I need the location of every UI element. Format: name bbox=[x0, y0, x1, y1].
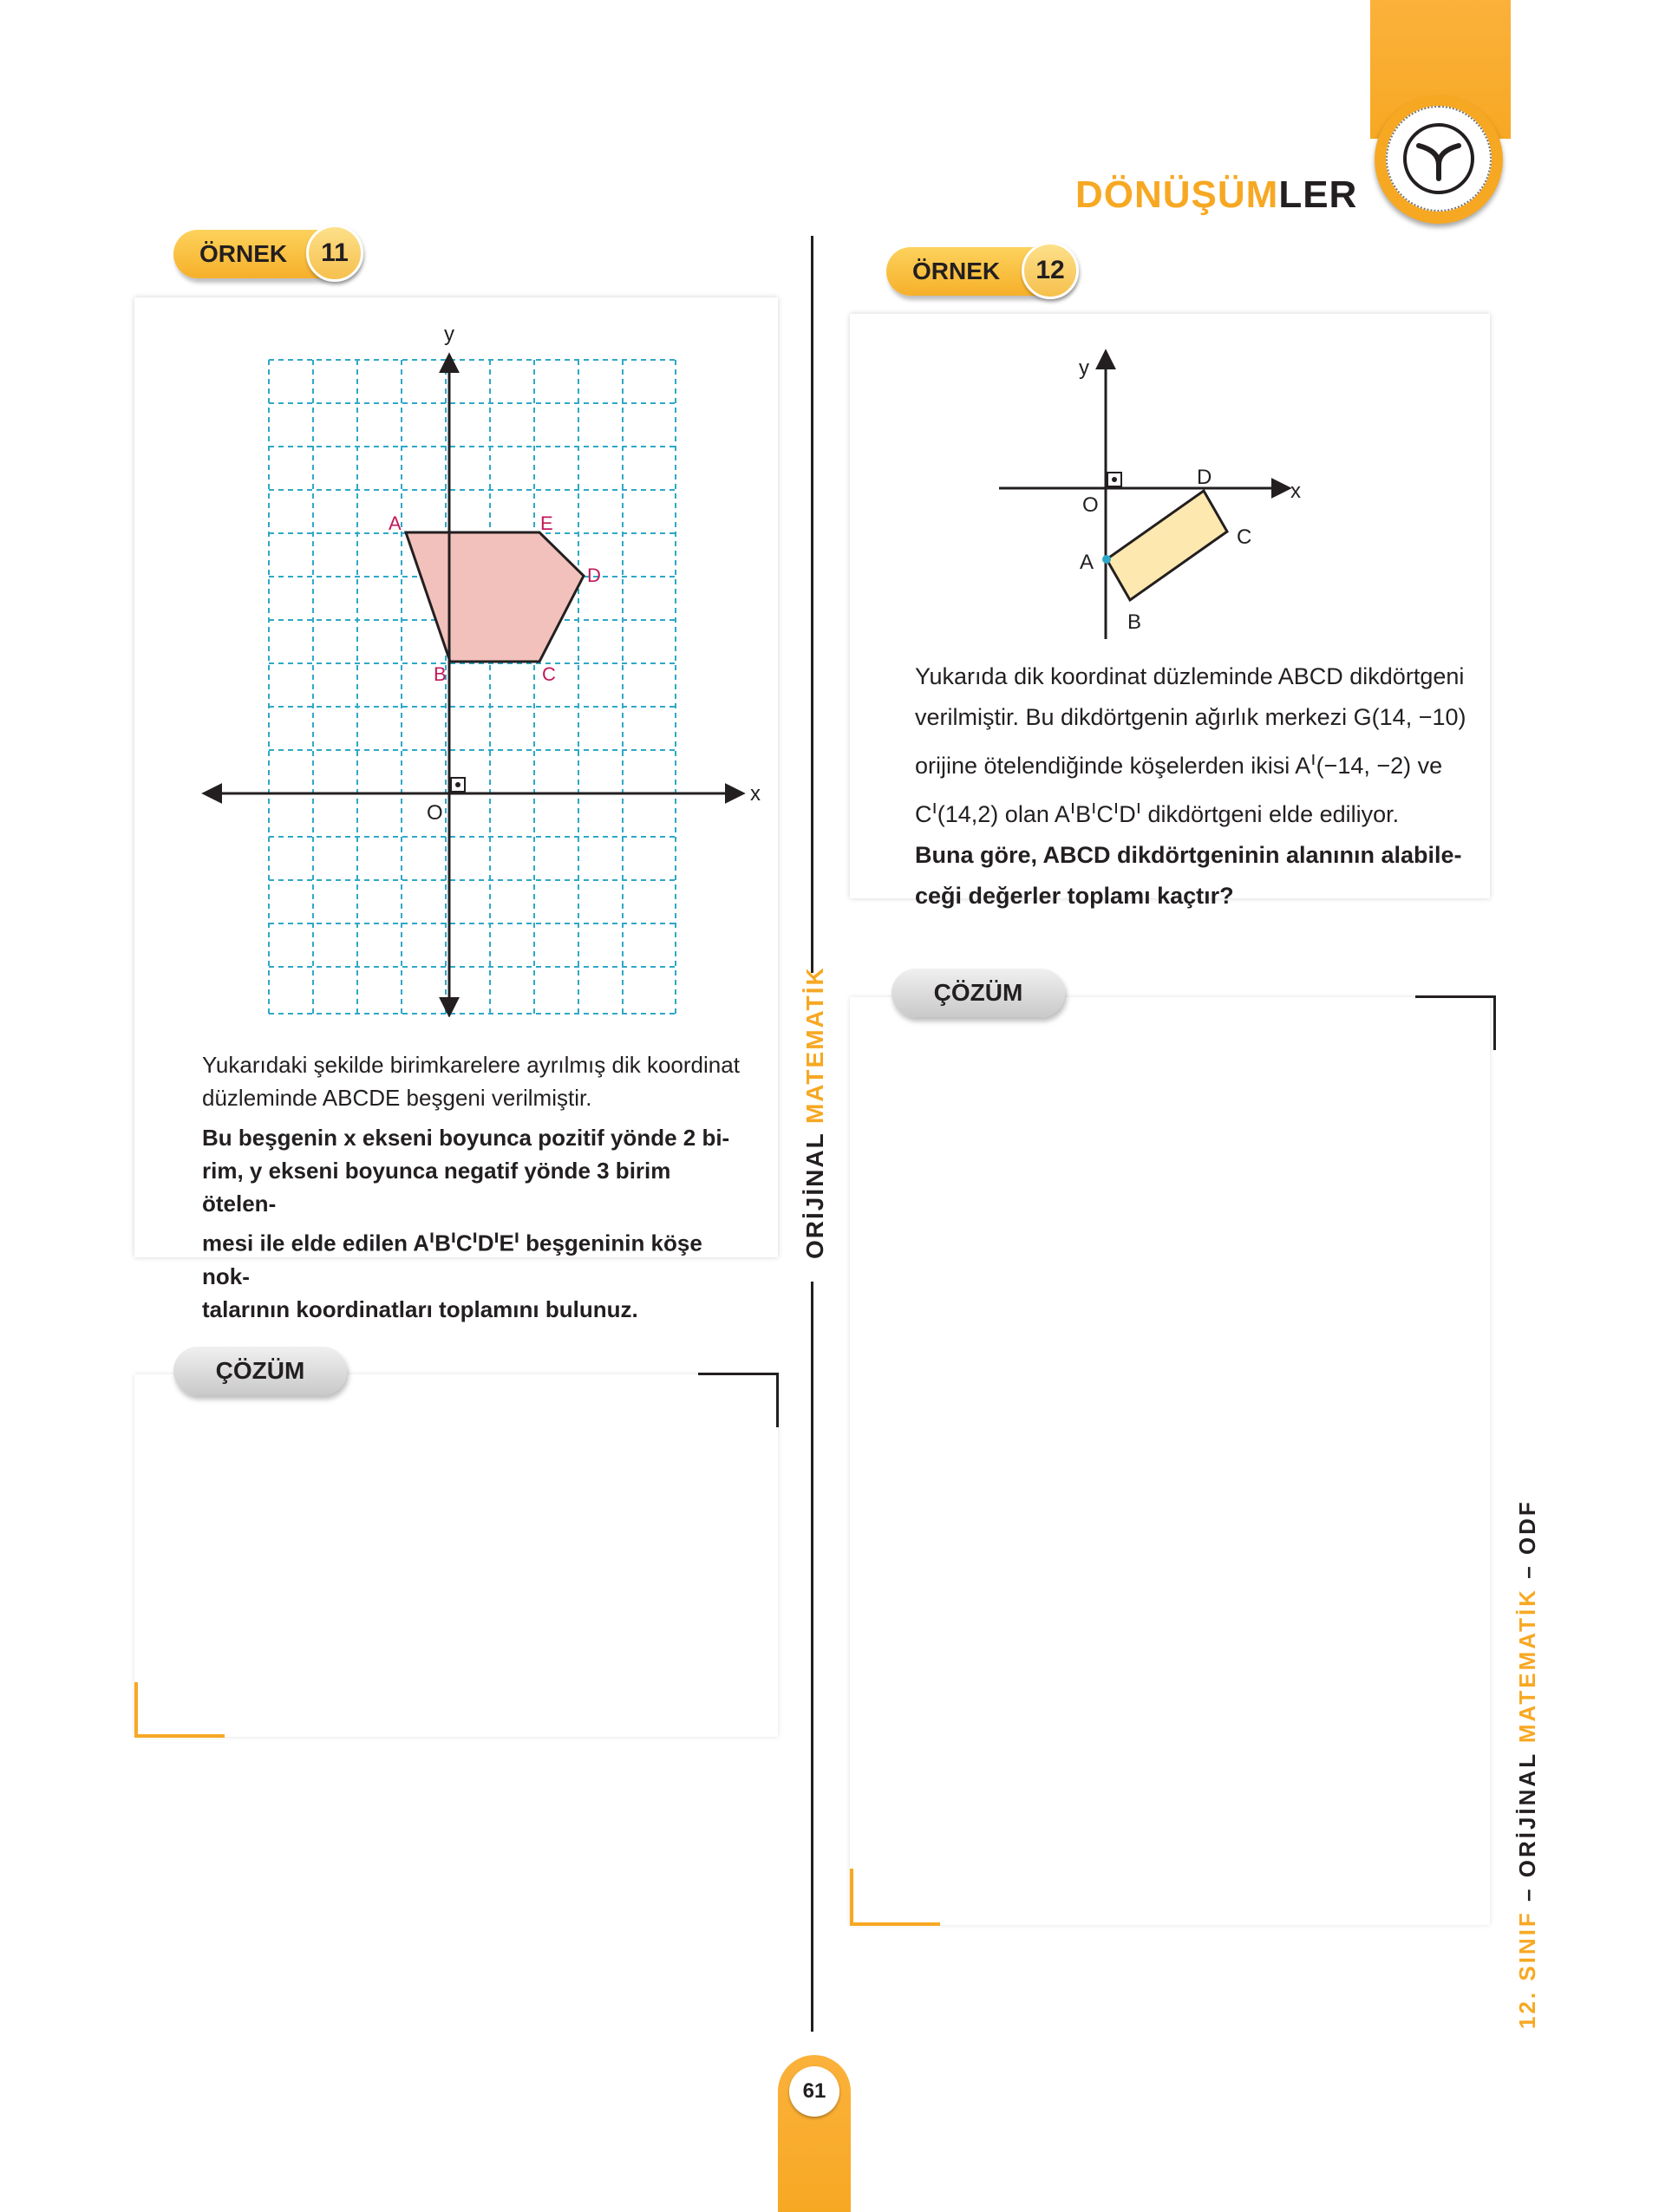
example-12-solution-box[interactable] bbox=[850, 997, 1490, 1925]
series-label-grade: 12. SINIF bbox=[1514, 1910, 1540, 2029]
graph-label-origin: O bbox=[1082, 493, 1099, 517]
example-11-number: 11 bbox=[306, 225, 363, 282]
example-12-solution-label: ÇÖZÜM bbox=[892, 969, 1065, 1017]
prime-mark: ı bbox=[1113, 796, 1120, 818]
l4-part-c: B bbox=[1075, 801, 1092, 827]
vertex-label-c: C bbox=[542, 663, 556, 685]
example-11-question-line-2: rim, y ekseni boyunca negatif yönde 3 birim ötelen- bbox=[202, 1158, 671, 1217]
example-12-line-3 bbox=[915, 738, 1479, 786]
chapter-title-orange: DÖNÜŞÜM bbox=[1075, 173, 1279, 216]
vertex-label-a: A bbox=[389, 512, 402, 534]
example-12-line-2: verilmiştir. Bu dikdörtgenin ağırlık merkezi G(14, −10) bbox=[915, 704, 1466, 730]
example-11-question-line-4: talarının koordinatları toplamını bulunuz. bbox=[202, 1295, 638, 1322]
prime-mark: ı bbox=[429, 1225, 435, 1247]
example-11-label-text: ÖRNEK bbox=[199, 240, 288, 267]
vertex-label-d: D bbox=[1197, 466, 1212, 489]
example-11-solution-label: ÇÖZÜM bbox=[173, 1347, 347, 1395]
brand-y-logo-svg bbox=[1407, 127, 1471, 191]
q3-part-c: C bbox=[455, 1230, 473, 1256]
q3-part-a: mesi ile elde edilen A bbox=[202, 1230, 430, 1256]
example-12-card bbox=[850, 314, 1490, 909]
example-11-question-line-1: Bu beşgenin x ekseni boyunca pozitif yönde 2 bi- bbox=[202, 1125, 730, 1151]
vertex-label-a: A bbox=[1080, 551, 1094, 574]
q3-part-e: E bbox=[499, 1230, 514, 1256]
series-label-odf: – ODF bbox=[1514, 1499, 1540, 1589]
example-12-graph bbox=[850, 314, 1490, 652]
prime-mark: ı bbox=[1310, 747, 1316, 769]
example-11-question-line-3 bbox=[202, 1220, 748, 1293]
l4-part-a: C bbox=[915, 801, 932, 827]
l3-part-b: (−14, −2) ve bbox=[1316, 753, 1443, 779]
example-12-text bbox=[915, 656, 1479, 917]
example-12-label bbox=[886, 247, 1075, 296]
pentagon-abcde bbox=[406, 532, 584, 662]
graph-label-x: x bbox=[750, 782, 761, 806]
prime-mark: ı bbox=[1135, 796, 1141, 818]
example-12-question-line-2: ceği değerler toplamı kaçtır? bbox=[915, 883, 1234, 909]
example-11-card bbox=[134, 297, 778, 1322]
divider-top bbox=[811, 236, 813, 973]
chapter-title-dark: LER bbox=[1278, 173, 1358, 216]
series-vertical-label bbox=[1514, 1499, 1541, 2029]
middle-label-dark: ORİJİNAL bbox=[801, 1124, 828, 1259]
graph-label-origin: O bbox=[427, 801, 443, 825]
vertex-label-c: C bbox=[1237, 525, 1252, 549]
example-11-text bbox=[202, 1048, 748, 1326]
q3-part-d: D bbox=[477, 1230, 494, 1256]
chapter-title bbox=[1075, 173, 1357, 217]
graph-label-x: x bbox=[1290, 480, 1301, 503]
prime-mark: ı bbox=[513, 1225, 519, 1247]
example-11-label bbox=[173, 230, 360, 278]
l3-part-a: orijine ötelendiğinde köşelerden ikisi A bbox=[915, 753, 1311, 779]
vertex-label-b: B bbox=[1127, 610, 1142, 634]
page-number: 61 bbox=[789, 2066, 839, 2117]
l4-part-e: D bbox=[1119, 801, 1136, 827]
prime-mark: ı bbox=[493, 1225, 500, 1247]
solution-12-corner-bottom bbox=[850, 1869, 940, 1926]
middle-vertical-label bbox=[801, 966, 829, 1259]
example-11-text-line-1: Yukarıdaki şekilde birimkarelere ayrılmış dik koordinat bbox=[202, 1052, 740, 1078]
solution-11-corner-top bbox=[698, 1373, 779, 1427]
middle-label-orange: MATEMATİK bbox=[801, 966, 828, 1125]
solution-12-corner-top bbox=[1415, 995, 1496, 1050]
graph-label-y: y bbox=[444, 323, 454, 346]
q3-part-f: beşgeninin köşe nok- bbox=[202, 1230, 702, 1289]
grid bbox=[269, 360, 676, 1014]
example-12-number: 12 bbox=[1022, 242, 1079, 299]
prime-mark: ı bbox=[450, 1225, 456, 1247]
prime-mark: ı bbox=[472, 1225, 478, 1247]
vertex-label-b: B bbox=[434, 663, 447, 685]
vertex-label-e: E bbox=[540, 512, 553, 534]
prime-mark: ı bbox=[931, 796, 937, 818]
l4-part-f: dikdörtgeni elde ediliyor. bbox=[1140, 801, 1400, 827]
series-label-orijinal: – ORİJİNAL bbox=[1514, 1743, 1540, 1911]
vertex-label-d: D bbox=[587, 564, 601, 586]
q3-part-b: B bbox=[434, 1230, 451, 1256]
solution-11-corner-bottom bbox=[134, 1682, 225, 1738]
divider-bottom bbox=[811, 1282, 813, 2032]
example-12-label-text: ÖRNEK bbox=[912, 258, 1001, 284]
prime-mark: ı bbox=[1091, 796, 1097, 818]
l4-part-b: (14,2) olan A bbox=[937, 801, 1070, 827]
example-12-line-4 bbox=[915, 786, 1479, 835]
point-a-marker bbox=[1102, 555, 1111, 564]
rectangle-abcd bbox=[1107, 491, 1227, 600]
graph-label-y: y bbox=[1079, 356, 1089, 380]
example-12-line-1: Yukarıda dik koordinat düzleminde ABCD dikdörtgeni bbox=[915, 663, 1465, 689]
series-label-matematik: MATEMATİK bbox=[1514, 1588, 1540, 1744]
example-12-question-line-1: Buna göre, ABCD dikdörtgeninin alanının alabile- bbox=[915, 842, 1462, 868]
example-11-solution-box[interactable] bbox=[134, 1374, 778, 1737]
prime-mark: ı bbox=[1069, 796, 1076, 818]
example-11-text-line-2: düzleminde ABCDE beşgeni verilmiştir. bbox=[202, 1085, 592, 1111]
brand-y-logo-icon bbox=[1403, 123, 1474, 194]
l4-part-d: C bbox=[1096, 801, 1114, 827]
example-11-graph bbox=[134, 297, 778, 1017]
